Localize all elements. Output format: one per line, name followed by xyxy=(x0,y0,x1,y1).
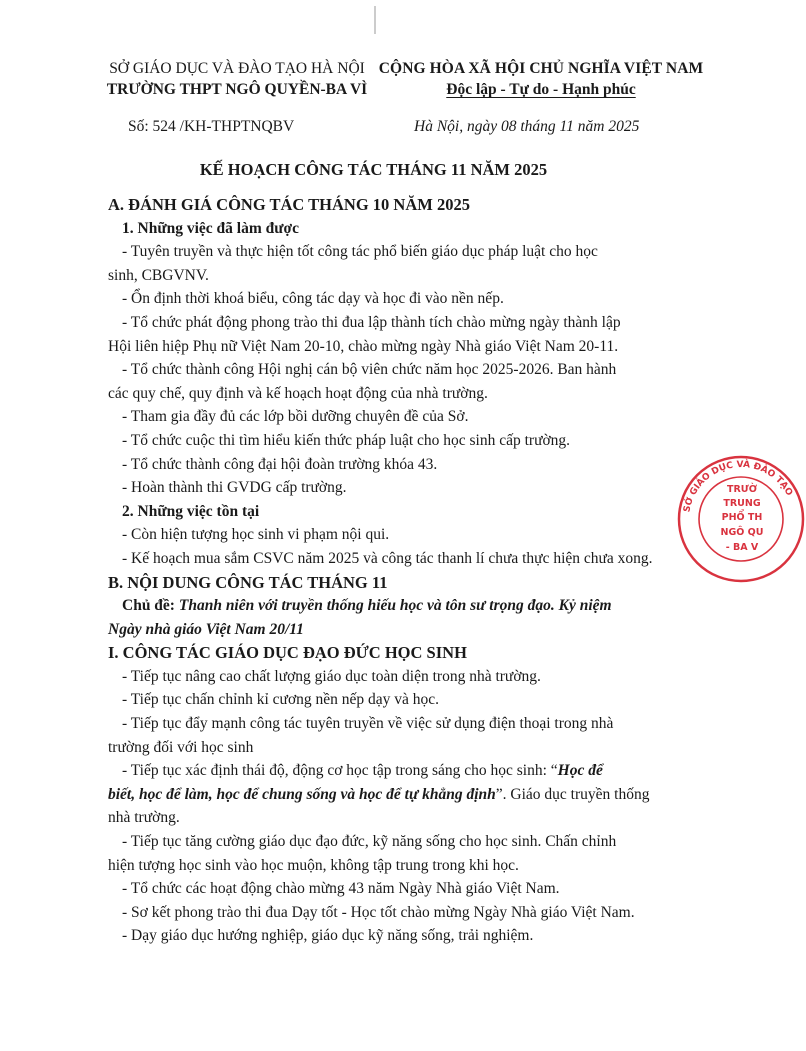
list-item: - Tổ chức thành công Hội nghị cán bộ viên chức năm học 2025-2026. Ban hành xyxy=(122,361,617,379)
svg-text:NGÔ QU: NGÔ QU xyxy=(720,527,764,538)
document-number: Số: 524 /KH-THPTNQBV xyxy=(128,118,295,135)
list-item: hiện tượng học sinh vào học muộn, không tập trung trong khi học. xyxy=(108,856,519,874)
list-item: - Tiếp tục chấn chỉnh kỉ cương nền nếp dạy và học. xyxy=(122,691,440,709)
list-item: - Tổ chức phát động phong trào thi đua lập thành tích chào mừng ngày thành lập xyxy=(122,313,621,331)
motto-line-2 xyxy=(108,783,704,807)
theme-line xyxy=(108,594,704,618)
list-item: - Tổ chức thành công đại hội đoàn trường khóa 43. xyxy=(122,455,438,473)
list-item: - Tuyên truyền và thực hiện tốt công tác phổ biến giáo dục pháp luật cho học xyxy=(122,243,598,261)
section-a-heading: A. ĐÁNH GIÁ CÔNG TÁC THÁNG 10 NĂM 2025 xyxy=(108,195,470,214)
header-national xyxy=(376,58,706,100)
list-item: các quy chế, quy định và kế hoạch hoạt động của nhà trường. xyxy=(108,384,488,402)
list-item: Hội liên hiệp Phụ nữ Việt Nam 20-10, chào mừng ngày Nhà giáo Việt Nam 20-11. xyxy=(108,337,619,355)
issuer-department: SỞ GIÁO DỤC VÀ ĐÀO TẠO HÀ NỘI xyxy=(109,60,365,77)
motto-prefix: - Tiếp tục xác định thái độ, động cơ học tập trong sáng cho học sinh: “ xyxy=(122,762,558,780)
list-item: trường đối với học sinh xyxy=(108,738,254,756)
svg-text:TRƯỜ: TRƯỜ xyxy=(726,484,758,495)
theme-text: Thanh niên với truyền thống hiếu học và tôn sư trọng đạo. Kỷ niệm xyxy=(178,597,612,615)
svg-text:- BA V: - BA V xyxy=(725,542,759,553)
section-b-heading: B. NỘI DUNG CÔNG TÁC THÁNG 11 xyxy=(108,572,388,592)
document-body xyxy=(108,193,704,948)
svg-text:PHỔ TH: PHỔ TH xyxy=(721,512,763,523)
list-item: sinh, CBGVNV. xyxy=(108,266,209,284)
motto-part1: Học để xyxy=(557,762,603,780)
svg-text:TRUNG: TRUNG xyxy=(723,498,761,509)
section-a-sub1: 1. Những việc đã làm được xyxy=(122,219,300,237)
theme-label: Chủ đề: xyxy=(122,597,175,615)
document-title: KẾ HOẠCH CÔNG TÁC THÁNG 11 NĂM 2025 xyxy=(199,160,548,179)
motto-suffix: ”. Giáo dục truyền thống xyxy=(495,785,650,803)
list-item: - Tiếp tục tăng cường giáo dục đạo đức, kỹ năng sống cho học sinh. Chấn chỉnh xyxy=(122,833,617,851)
list-item: - Tiếp tục đẩy mạnh công tác tuyên truyền về việc sử dụng điện thoại trong nhà xyxy=(122,715,614,733)
list-item: - Hoàn thành thi GVDG cấp trường. xyxy=(122,479,347,497)
school-seal xyxy=(676,454,806,584)
list-item: - Tiếp tục nâng cao chất lượng giáo dục toàn diện trong nhà trường. xyxy=(122,667,541,685)
list-item: - Dạy giáo dục hướng nghiệp, giáo dục kỹ năng sống, trải nghiệm. xyxy=(122,927,534,945)
list-item: nhà trường. xyxy=(108,809,180,827)
svg-text:SỞ GIÁO DỤC VÀ ĐÀO TẠO: SỞ GIÁO DỤC VÀ ĐÀO TẠO xyxy=(682,459,794,514)
list-item: - Ổn định thời khoá biểu, công tác dạy và học đi vào nền nếp. xyxy=(122,290,504,308)
list-item: - Kế hoạch mua sắm CSVC năm 2025 và công tác thanh lí chưa thực hiện chưa xong. xyxy=(122,549,653,567)
national-motto: Độc lập - Tự do - Hạnh phúc xyxy=(446,81,636,98)
motto-part2: biết, học để làm, học để chung sống và học để tự khẳng định xyxy=(108,785,496,803)
list-item: - Tổ chức cuộc thi tìm hiểu kiến thức pháp luật cho học sinh cấp trường. xyxy=(122,431,571,449)
theme-text-cont: Ngày nhà giáo Việt Nam 20/11 xyxy=(108,620,304,638)
list-item: - Sơ kết phong trào thi đua Dạy tốt - Học tốt chào mừng Ngày Nhà giáo Việt Nam. xyxy=(122,903,635,921)
list-item: - Tổ chức các hoạt động chào mừng 43 năm Ngày Nhà giáo Việt Nam. xyxy=(122,880,560,898)
list-item: - Tham gia đầy đủ các lớp bồi dưỡng chuyên đề của Sở. xyxy=(122,408,469,426)
section-a-sub2: 2. Những việc tồn tại xyxy=(122,502,260,520)
document-date: Hà Nội, ngày 08 tháng 11 năm 2025 xyxy=(414,118,640,135)
national-title: CỘNG HÒA XÃ HỘI CHỦ NGHĨA VIỆT NAM xyxy=(378,60,704,77)
list-item: - Còn hiện tượng học sinh vi phạm nội qui. xyxy=(122,526,390,544)
issuer-school: TRƯỜNG THPT NGÔ QUYỀN-BA VÌ xyxy=(106,81,368,98)
header-issuer xyxy=(92,58,382,100)
section-b-sub1: I. CÔNG TÁC GIÁO DỤC ĐẠO ĐỨC HỌC SINH xyxy=(108,643,467,663)
scan-mark xyxy=(374,6,376,34)
motto-line xyxy=(108,759,704,783)
